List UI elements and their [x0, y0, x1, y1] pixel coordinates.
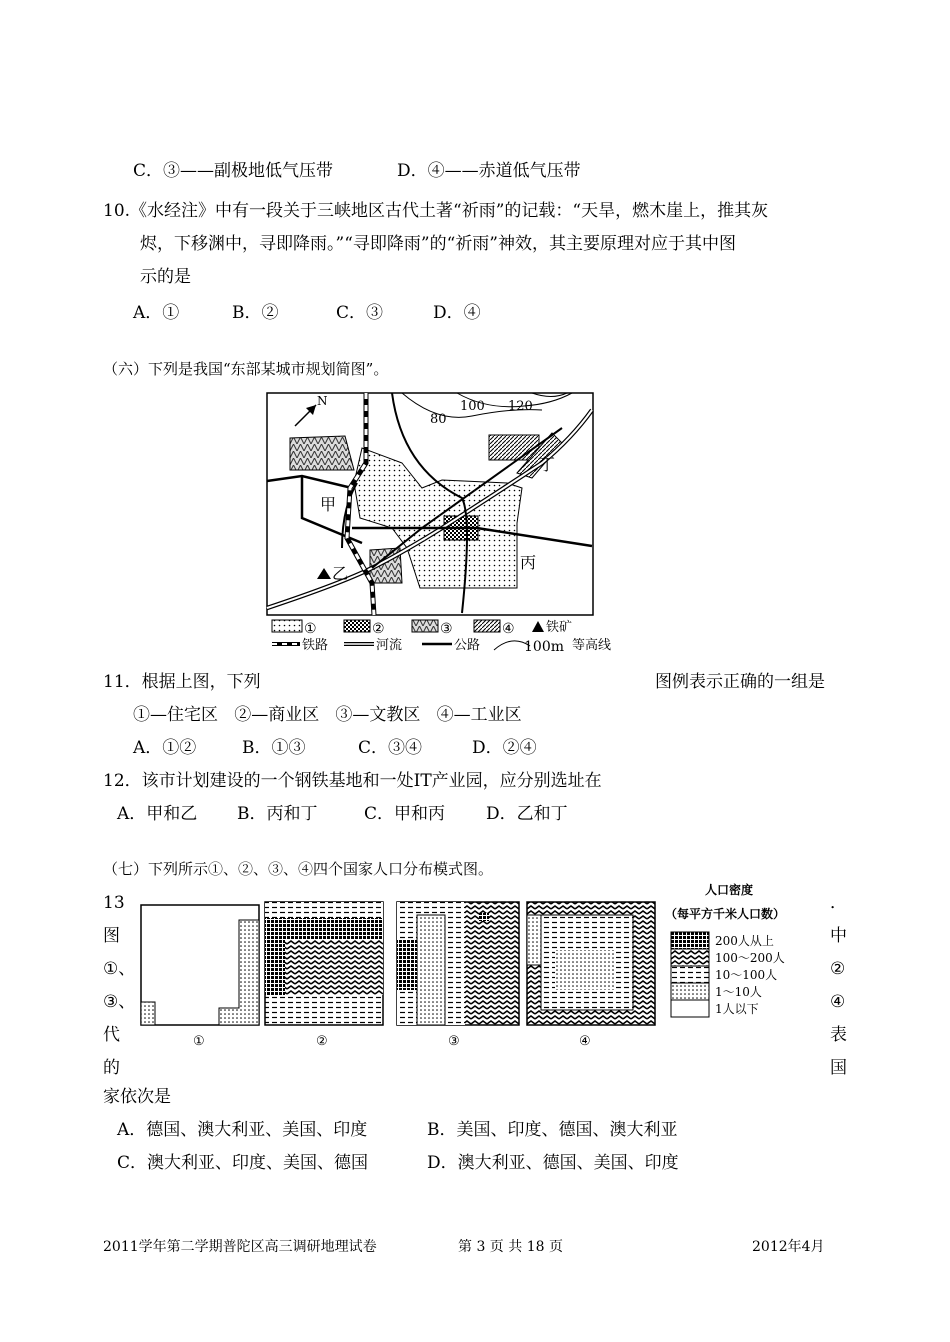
q10-line-3: 示的是 [140, 267, 191, 287]
north-label: N [317, 394, 328, 408]
section-7-heading: （七）下列所示①、②、③、④四个国家人口分布模式图。 [103, 860, 494, 878]
legend-density-4: 1～10人 [715, 985, 762, 999]
footer-left: 2011学年第二学期普陀区高三调研地理试卷 [103, 1239, 377, 1255]
q12-option-b: B．丙和丁 [237, 804, 318, 824]
population-pattern-figure [135, 880, 825, 1050]
contour-label-80: 80 [430, 412, 447, 427]
q11-option-d: D．②④ [472, 738, 537, 758]
q13-left-2: 图 [103, 926, 120, 946]
q13-left-4: ③、 [103, 992, 136, 1012]
q11-stem-right: 图例表示正确的一组是 [655, 672, 825, 692]
legend-contour-value: 100m [524, 639, 564, 655]
q13-right-5: 表 [830, 1025, 847, 1045]
q11-option-a: A．①② [133, 738, 197, 758]
legend-density-1: 200人从上 [715, 934, 774, 948]
legend-iron-mine: 铁矿 [546, 620, 573, 635]
contour-label-100: 100 [460, 399, 485, 414]
q11-stem-left: 11．根据上图，下列 [103, 672, 261, 692]
q10-line-2: 烬，下移渊中，寻即降雨。”“寻即降雨”的“祈雨”神效，其主要原理对应于其中图 [140, 234, 736, 254]
q13-option-a: A．德国、澳大利亚、美国、印度 [117, 1120, 368, 1140]
q13-right-3: ② [830, 959, 846, 979]
q13-left-5: 代 [103, 1025, 120, 1045]
legend-title: 人口密度 [705, 883, 754, 897]
legend-1: ① [304, 621, 317, 637]
legend-subtitle: （每平方千米人口数） [665, 907, 786, 921]
q12-stem: 12．该市计划建设的一个钢铁基地和一处IT产业园，应分别选址在 [103, 771, 602, 791]
contour-label-120: 120 [508, 399, 533, 414]
figure-label-3: ③ [448, 1034, 460, 1049]
q10-option-c: C．③ [336, 303, 384, 323]
legend-density-2: 100～200人 [715, 951, 785, 965]
figure-label-1: ① [193, 1034, 205, 1049]
legend-2: ② [372, 621, 385, 637]
legend-river: 河流 [376, 638, 403, 653]
legend-density-3: 10～100人 [715, 968, 778, 982]
q13-left-3: ①、 [103, 959, 136, 979]
legend-contour: 等高线 [572, 638, 612, 653]
section-6-heading: （六）下列是我国“东部某城市规划简图”。 [103, 360, 389, 378]
footer-page: 第 3 页 共 18 页 [458, 1239, 563, 1255]
place-yi: 乙 [332, 564, 349, 583]
figure-label-4: ④ [579, 1034, 591, 1049]
q10-option-a: A．① [133, 303, 180, 323]
q13-right-4: ④ [830, 992, 846, 1012]
place-jia: 甲 [320, 495, 337, 514]
q13-left-1: 13 [103, 893, 125, 913]
q10-line-1: 10.《水经注》中有一段关于三峡地区古代土著“祈雨”的记载：“天旱，燃木崖上，推其灰 [103, 201, 769, 221]
q10-option-b: B．② [232, 303, 279, 323]
q11-option-b: B．①③ [242, 738, 306, 758]
q13-last-line: 家依次是 [103, 1087, 171, 1107]
legend-iron-mine-icon [532, 621, 544, 632]
q13-option-d: D．澳大利亚、德国、美国、印度 [427, 1153, 679, 1173]
q12-option-d: D．乙和丁 [486, 804, 568, 824]
q13-right-6: 国 [830, 1058, 847, 1078]
q12-option-a: A．甲和乙 [117, 804, 198, 824]
q9-option-d: D．④——赤道低气压带 [397, 161, 581, 181]
figure-label-2: ② [316, 1034, 328, 1049]
q11-option-c: C．③④ [358, 738, 423, 758]
q13-option-b: B．美国、印度、德国、澳大利亚 [427, 1120, 678, 1140]
legend-density-5: 1人以下 [715, 1002, 759, 1016]
place-ding: 丁 [539, 455, 556, 474]
footer-date: 2012年4月 [752, 1239, 825, 1255]
city-planning-map [262, 388, 632, 658]
place-bing: 丙 [520, 553, 537, 572]
legend-3: ③ [440, 621, 453, 637]
legend-railway: 铁路 [302, 638, 329, 653]
q11-items: ①—住宅区 ②—商业区 ③—文教区 ④—工业区 [133, 705, 522, 725]
q13-left-6: 的 [103, 1058, 120, 1078]
q9-option-c: C．③——副极地低气压带 [133, 161, 334, 181]
q13-right-2: 中 [830, 926, 847, 946]
q10-option-d: D．④ [433, 303, 481, 323]
legend-4: ④ [502, 621, 515, 637]
q13-right-1: ． [830, 893, 847, 913]
legend-road: 公路 [454, 638, 481, 653]
q13-option-c: C．澳大利亚、印度、美国、德国 [117, 1153, 369, 1173]
q12-option-c: C．甲和丙 [364, 804, 446, 824]
